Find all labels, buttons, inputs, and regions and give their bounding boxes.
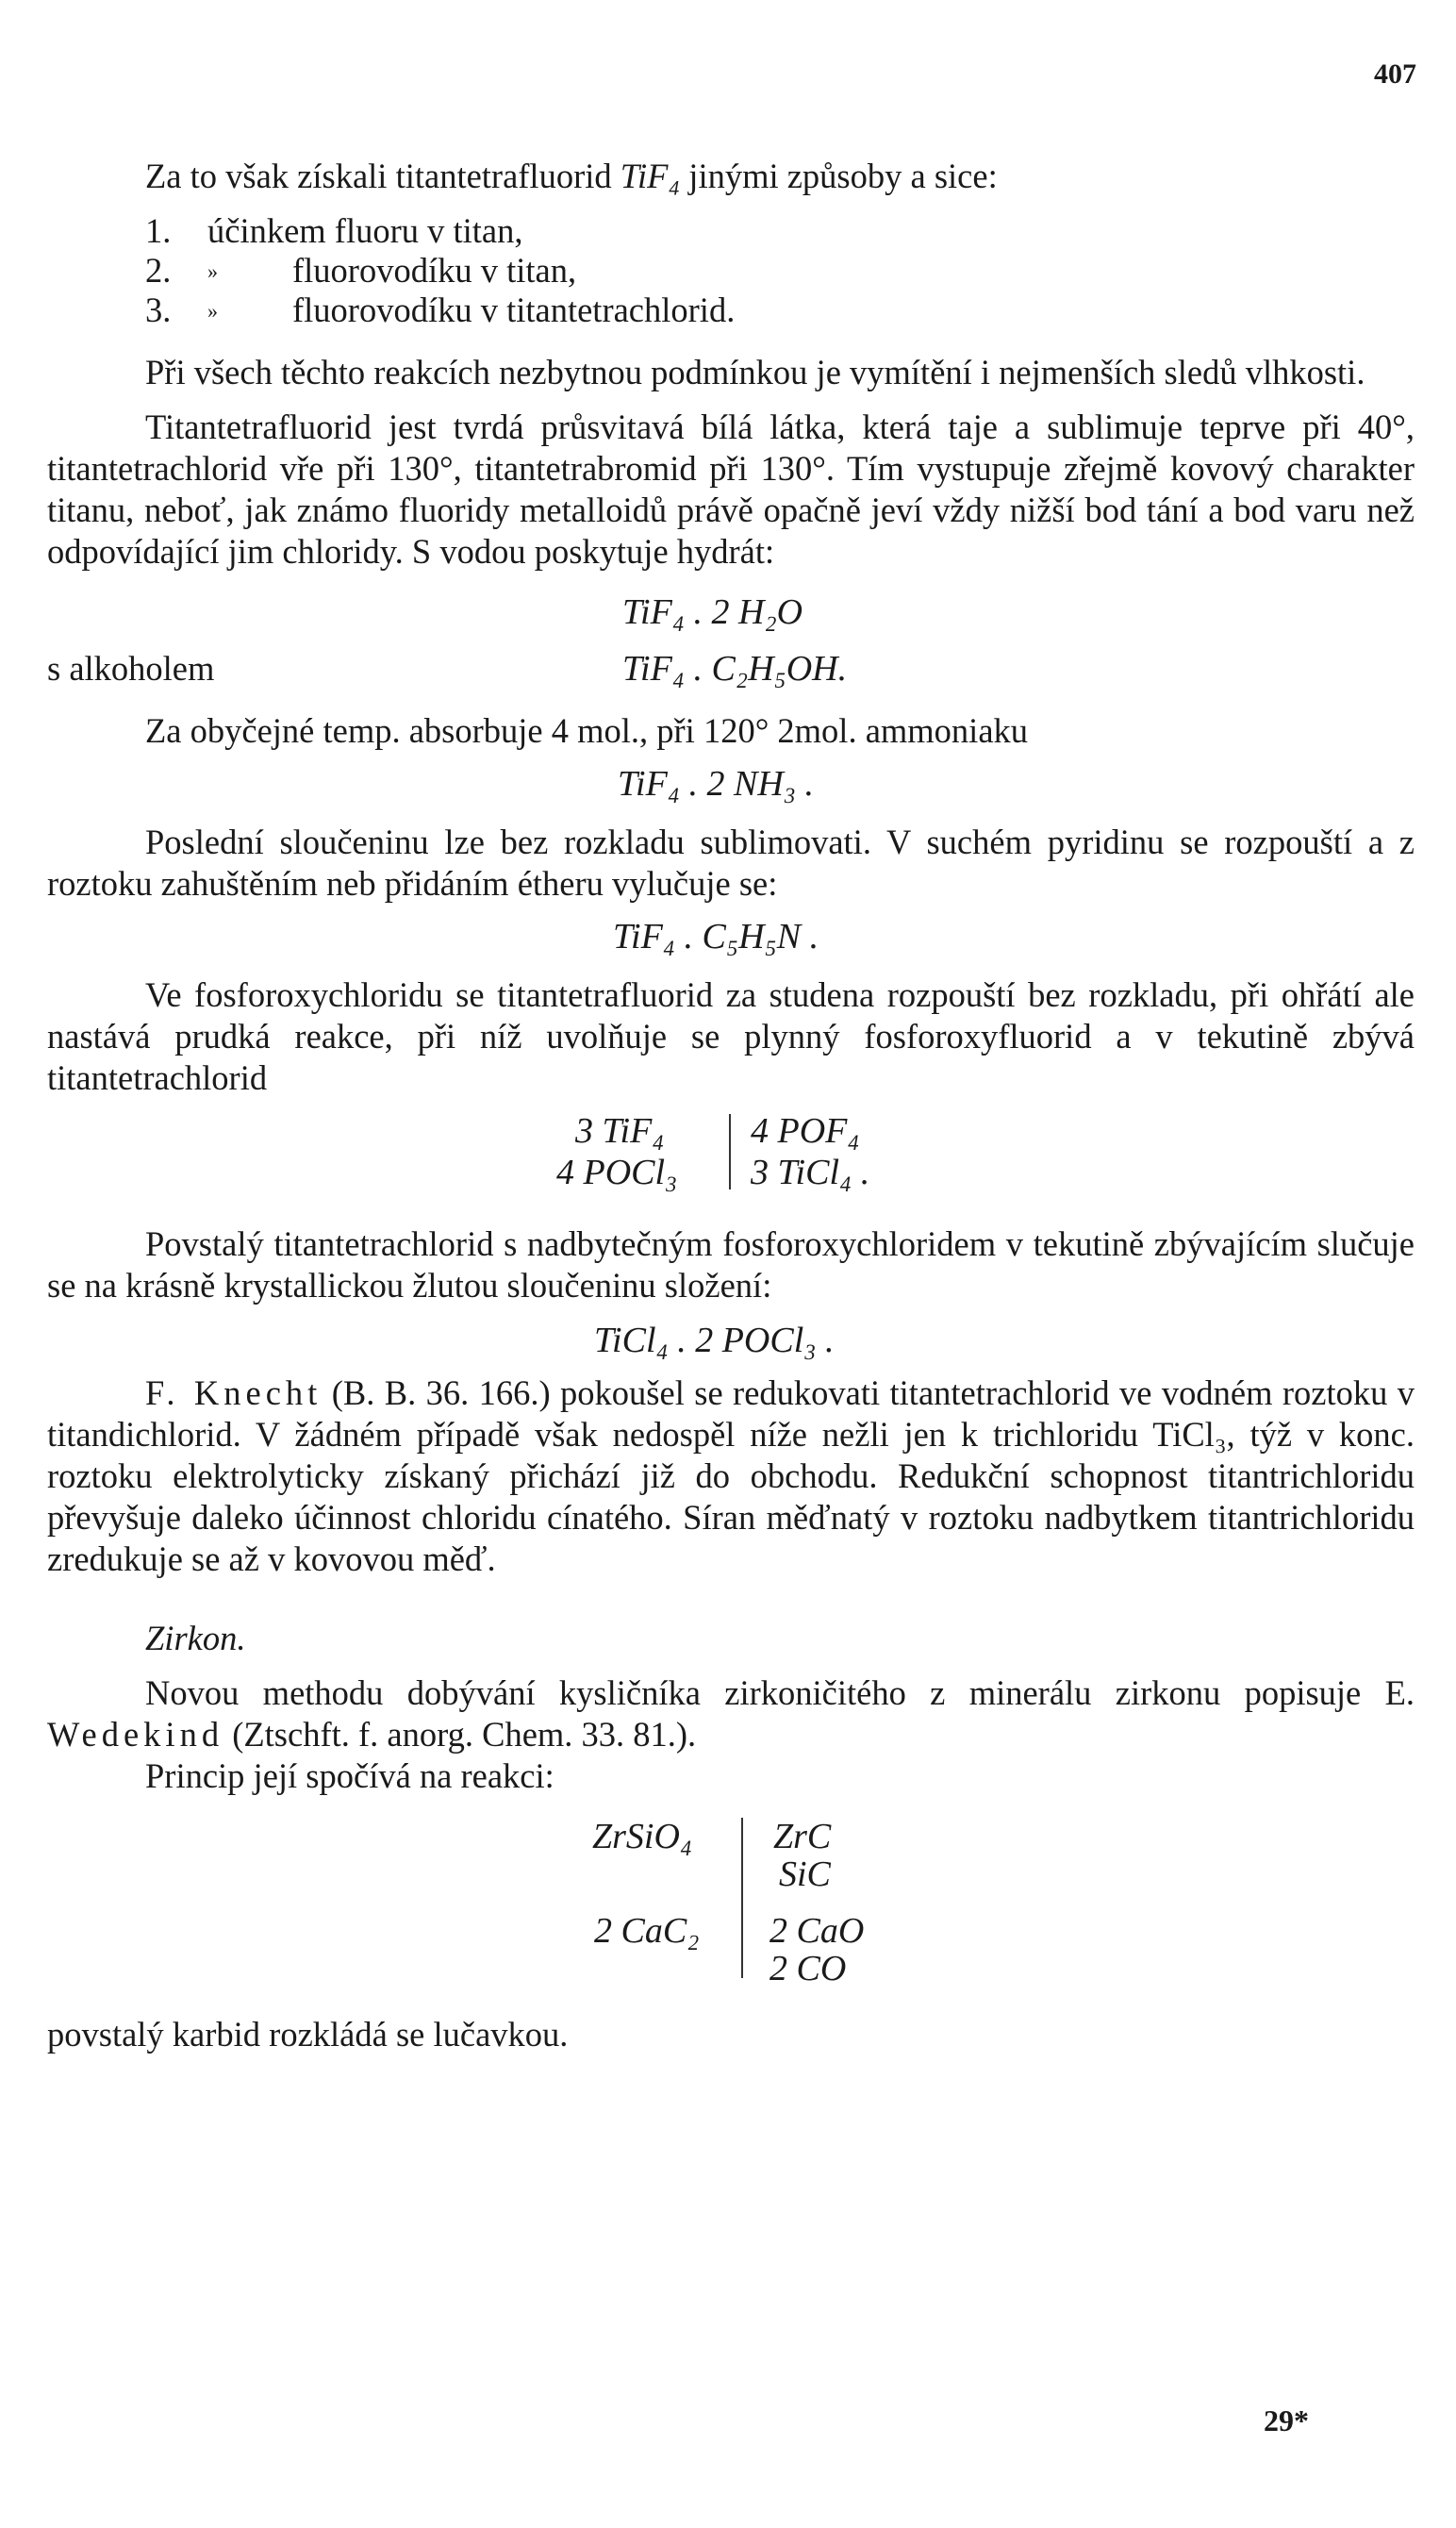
pocl-right-2: 3 TiCl₄ .: [751, 1153, 870, 1192]
formula-ammonia-row: [47, 752, 1415, 808]
paragraph-pyridine: Poslední sloučeninu lze bez rozkladu sublimovati. V suchém pyridinu se rozpouští a z roztoku zahuštěním neb přidáním étheru vylučuje se:: [47, 823, 1415, 903]
section-heading-zirkon: Zirkon.: [145, 1619, 246, 1657]
intro-text-after: jinými způsoby a sice:: [680, 157, 998, 195]
paragraph-fosforoxychlorid: Ve fosforoxychloridu se titantetrafluorid za studena rozpouští bez rozkladu, při ohřátí ale nastává prudká reakce, při níž uvolňuje se plynný fosforoxyfluorid a v tekutině zbývá titantetrachlorid: [47, 975, 1415, 1097]
pocl-left-2: 4 POCl₃: [556, 1153, 678, 1192]
zircon-right-2: SiC: [779, 1854, 831, 1894]
alcohol-label: s alkoholem: [47, 649, 215, 688]
reaction-divider: [729, 1114, 731, 1189]
formula-complex-row: [47, 1306, 1415, 1372]
page-body: [47, 156, 1415, 2055]
list-number: 3.: [145, 291, 172, 329]
list-text: fluorovodíku v titan,: [292, 251, 577, 290]
list-number: 2.: [145, 251, 172, 290]
formula-alcohol: TiF₄ . C₂H₅OH.: [622, 649, 848, 689]
zircon-right-4: 2 CO: [769, 1949, 847, 1988]
wedekind-text-before: Novou methodu dobývání kysličníka zirkoničitého z minerálu zirkonu popisuje E.: [145, 1673, 1415, 1712]
author-knecht: F. Knecht: [145, 1373, 323, 1412]
list-text: fluorovodíku v titantetrachlorid.: [292, 291, 736, 329]
zircon-right-3: 2 CaO: [769, 1911, 865, 1951]
reaction-pocl: [47, 1110, 1415, 1201]
author-wedekind: Wedekind: [47, 1715, 224, 1754]
page-number: 407: [1374, 58, 1416, 90]
paragraph-ammonia: Za obyčejné temp. absorbuje 4 mol., při 120° 2mol. ammoniaku: [145, 711, 1029, 750]
intro-formula: TiF₄: [620, 157, 681, 195]
paragraph-carbide: povstalý karbid rozkládá se lučavkou.: [47, 2015, 569, 2054]
paragraph-knecht: [47, 1372, 1415, 1580]
paragraph-complex: Povstalý titantetrachlorid s nadbytečným fosforoxychloridem v tekutině zbývajícím slučuje se na krásně krystallickou žlutou sloučeninu složení:: [47, 1224, 1415, 1305]
list-item: [145, 290, 1415, 329]
knecht-text: (B. B. 36. 166.) pokoušel se redukovati titantetrachlorid ve vodném roztoku v titandichlorid. V žádném případě však nedospěl níže nežli jen k trichloridu TiCl₃, týž v konc. roztoku elektrolyticky získaný přichází již do obchodu. Redukční schopnost titantrichloridu převyšuje daleko účinnost chloridu cínatého. Síran měďnatý v roztoku nadbytkem titantrichloridu zredukuje se až v kovovou měď.: [47, 1373, 1415, 1578]
paragraph-moisture: Při všech těchto reakcích nezbytnou podmínkou je vymítění i nejmenších sledů vlhkosti.: [145, 353, 1365, 391]
paragraph-principle: Princip její spočívá na reakci:: [145, 1756, 554, 1795]
formula-hydrate-row: [47, 584, 1415, 640]
signature-mark: 29*: [1264, 2403, 1309, 2437]
list-item: [145, 210, 1415, 250]
formula-pyridine: TiF₄ . C₅H₅N .: [613, 917, 819, 956]
zircon-left-1: ZrSiO₄: [592, 1817, 693, 1856]
pocl-right-1: 4 POF₄: [751, 1111, 860, 1151]
zircon-left-2: 2 CaC₂: [594, 1911, 700, 1951]
intro-text-before: Za to však získali titantetrafluorid: [145, 157, 620, 195]
intro-paragraph: [47, 156, 1415, 197]
reaction-zircon: [47, 1812, 1415, 2001]
pocl-left-1: 3 TiF₄: [575, 1111, 665, 1151]
ditto-mark: »: [207, 259, 218, 283]
formula-hydrate: TiF₄ . 2 H₂O: [622, 592, 803, 632]
formula-pyridine-row: [47, 905, 1415, 961]
methods-list: [145, 210, 1415, 329]
paragraph-properties: Titantetrafluorid jest tvrdá průsvitavá bílá látka, která taje a sublimuje teprve při 40°, titantetrachlorid vře při 130°, titantetrabromid při 130°. Tím vystupuje zřejmě kovový charakter titanu, neboť, jak známo fluoridy metalloidů právě opačně jeví vždy nižší bod tání a bod varu než odpovídající jim chloridy. S vodou poskytuje hydrát:: [47, 407, 1415, 571]
list-number: 1.: [145, 211, 172, 250]
list-text: účinkem fluoru v titan,: [207, 211, 523, 250]
paragraph-wedekind: [47, 1672, 1415, 1755]
wedekind-text-after: (Ztschft. f. anorg. Chem. 33. 81.).: [223, 1715, 697, 1754]
zircon-right-1: ZrC: [773, 1817, 832, 1856]
ditto-mark: »: [207, 299, 218, 323]
list-item: [145, 250, 1415, 290]
formula-ammonia: TiF₄ . 2 NH₃ .: [618, 764, 815, 804]
formula-complex: TiCl₄ . 2 POCl₃ .: [594, 1321, 835, 1360]
formula-alcohol-row: [47, 640, 1415, 697]
reaction-divider: [741, 1818, 743, 1978]
